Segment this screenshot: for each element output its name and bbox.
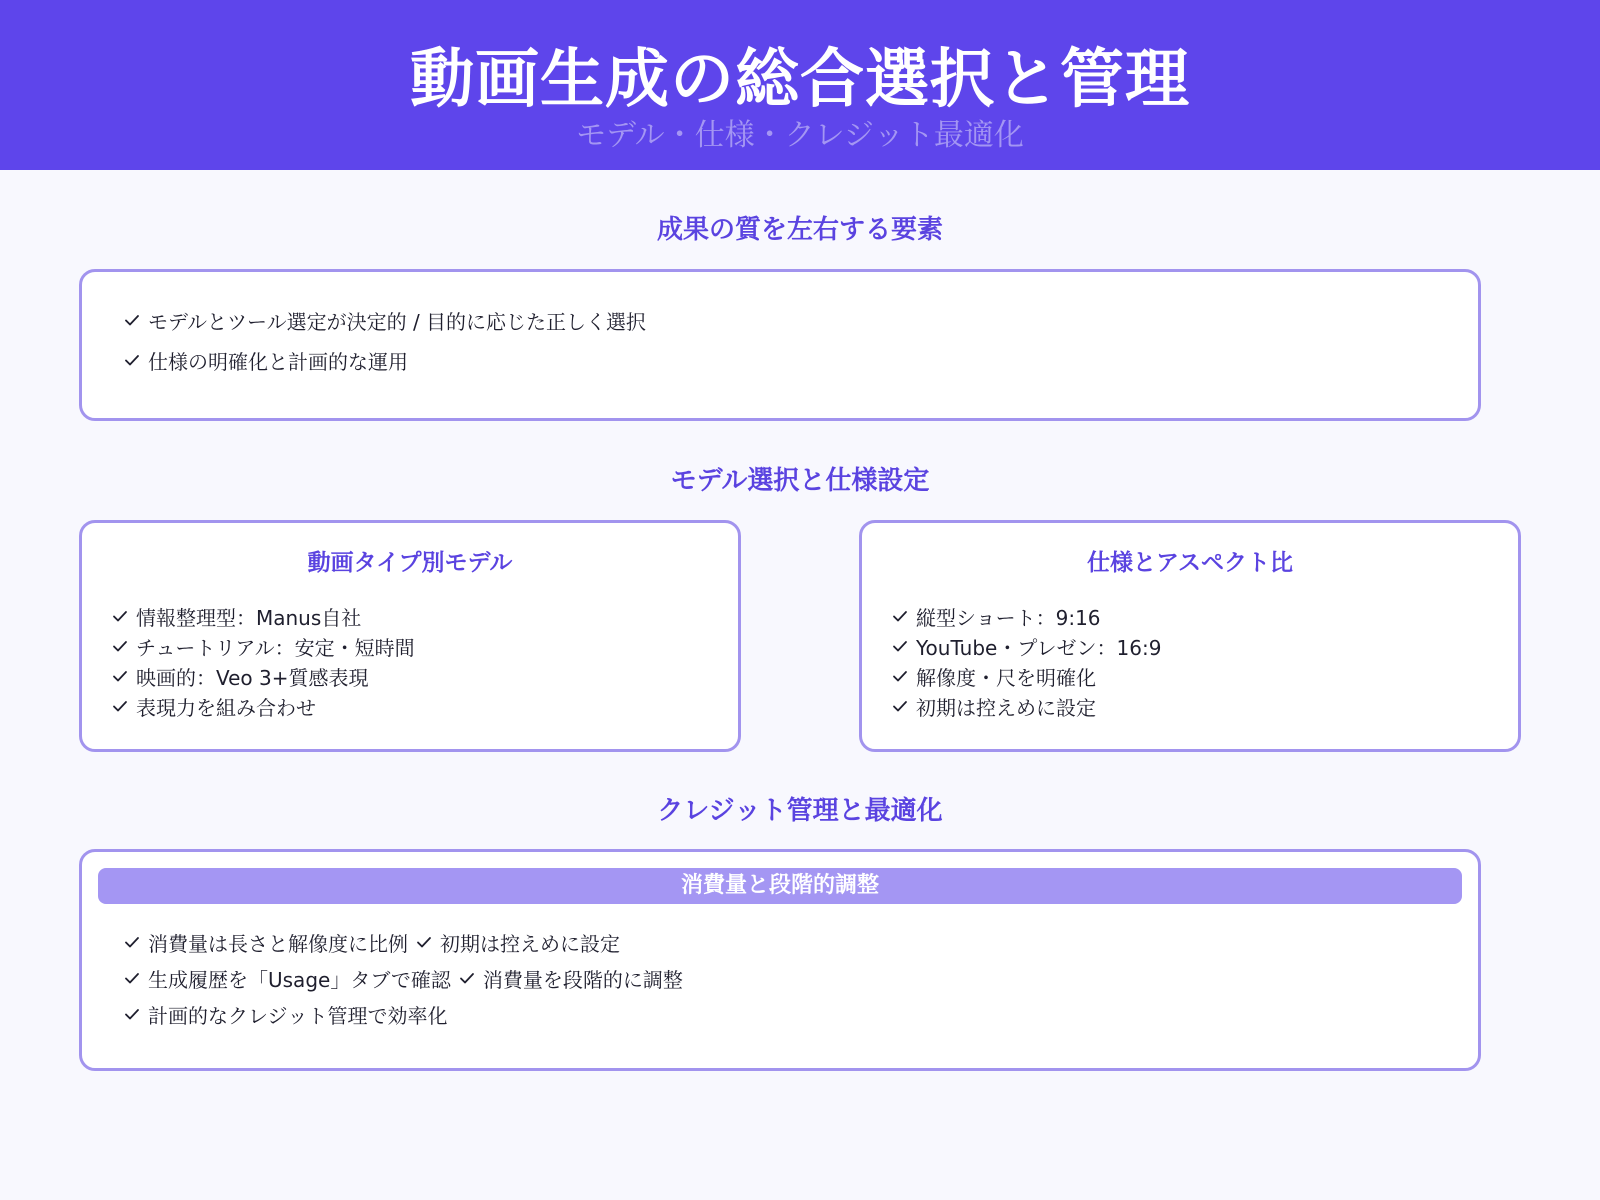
inline-list-item [459,964,683,993]
quality-factors-card [79,269,1481,421]
check-icon [124,1006,140,1022]
model-by-type-title: 動画タイプ別モデル [307,550,513,576]
list-item-text: モデルとツール選定が決定的 / 目的に応じた正しく選択 [148,309,647,334]
list-row [124,960,683,996]
list-item [112,661,415,691]
list-item [124,340,646,380]
check-icon [112,698,128,714]
list-item [112,691,415,721]
list-item-text: YouTube・プレゼン：16:9 [916,635,1162,660]
header-banner [0,0,1600,170]
section-heading-credit: クレジット管理と最適化 [657,796,943,826]
list-item [892,601,1161,631]
check-icon [892,668,908,684]
inline-list-item [416,928,620,957]
list-item [892,661,1161,691]
list-item-text: 情報整理型：Manus自社 [136,605,362,630]
list-row [124,996,683,1032]
quality-factors-list [124,300,646,380]
check-icon [459,970,475,986]
check-icon [124,352,140,368]
consumption-pill-header: 消費量と段階的調整 [98,868,1462,904]
list-item-text: 消費量を段階的に調整 [482,967,683,992]
list-item [112,631,415,661]
spec-aspect-card [859,520,1521,752]
list-row [124,924,683,960]
check-icon [112,668,128,684]
list-item-text: 仕様の明確化と計画的な運用 [148,349,408,374]
list-item-text: 表現力を組み合わせ [136,695,316,720]
list-item-text: 初期は控えめに設定 [916,695,1096,720]
credit-management-list [124,924,683,1032]
section-heading-model-spec: モデル選択と仕様設定 [670,466,930,496]
check-icon [112,608,128,624]
credit-management-card [79,849,1481,1071]
check-icon [124,312,140,328]
check-icon [112,638,128,654]
list-item-text: 消費量は長さと解像度に比例 [148,931,408,956]
spec-aspect-title: 仕様とアスペクト比 [1086,550,1294,576]
list-item-text: 解像度・尺を明確化 [916,665,1096,690]
check-icon [892,698,908,714]
list-item [892,631,1161,661]
spec-aspect-list [892,601,1161,721]
model-by-type-list [112,601,415,721]
list-item-text: 縦型ショート：9:16 [916,605,1101,630]
model-by-type-card [79,520,741,752]
list-item [892,691,1161,721]
check-icon [892,608,908,624]
list-item [124,300,646,340]
check-icon [124,970,140,986]
page-subtitle: モデル・仕様・クレジット最適化 [576,118,1024,153]
section-heading-quality: 成果の質を左右する要素 [656,215,943,245]
check-icon [124,934,140,950]
list-item-text: 初期は控えめに設定 [440,931,620,956]
list-item [112,601,415,631]
check-icon [892,638,908,654]
list-item-text: 計画的なクレジット管理で効率化 [148,1003,448,1028]
page-title: 動画生成の総合選択と管理 [410,43,1190,117]
list-item-text: チュートリアル：安定・短時間 [136,635,415,660]
list-item-text: 映画的：Veo 3+質感表現 [136,665,369,690]
check-icon [416,934,432,950]
list-item-text: 生成履歴を「Usage」タブで確認 [148,967,451,992]
